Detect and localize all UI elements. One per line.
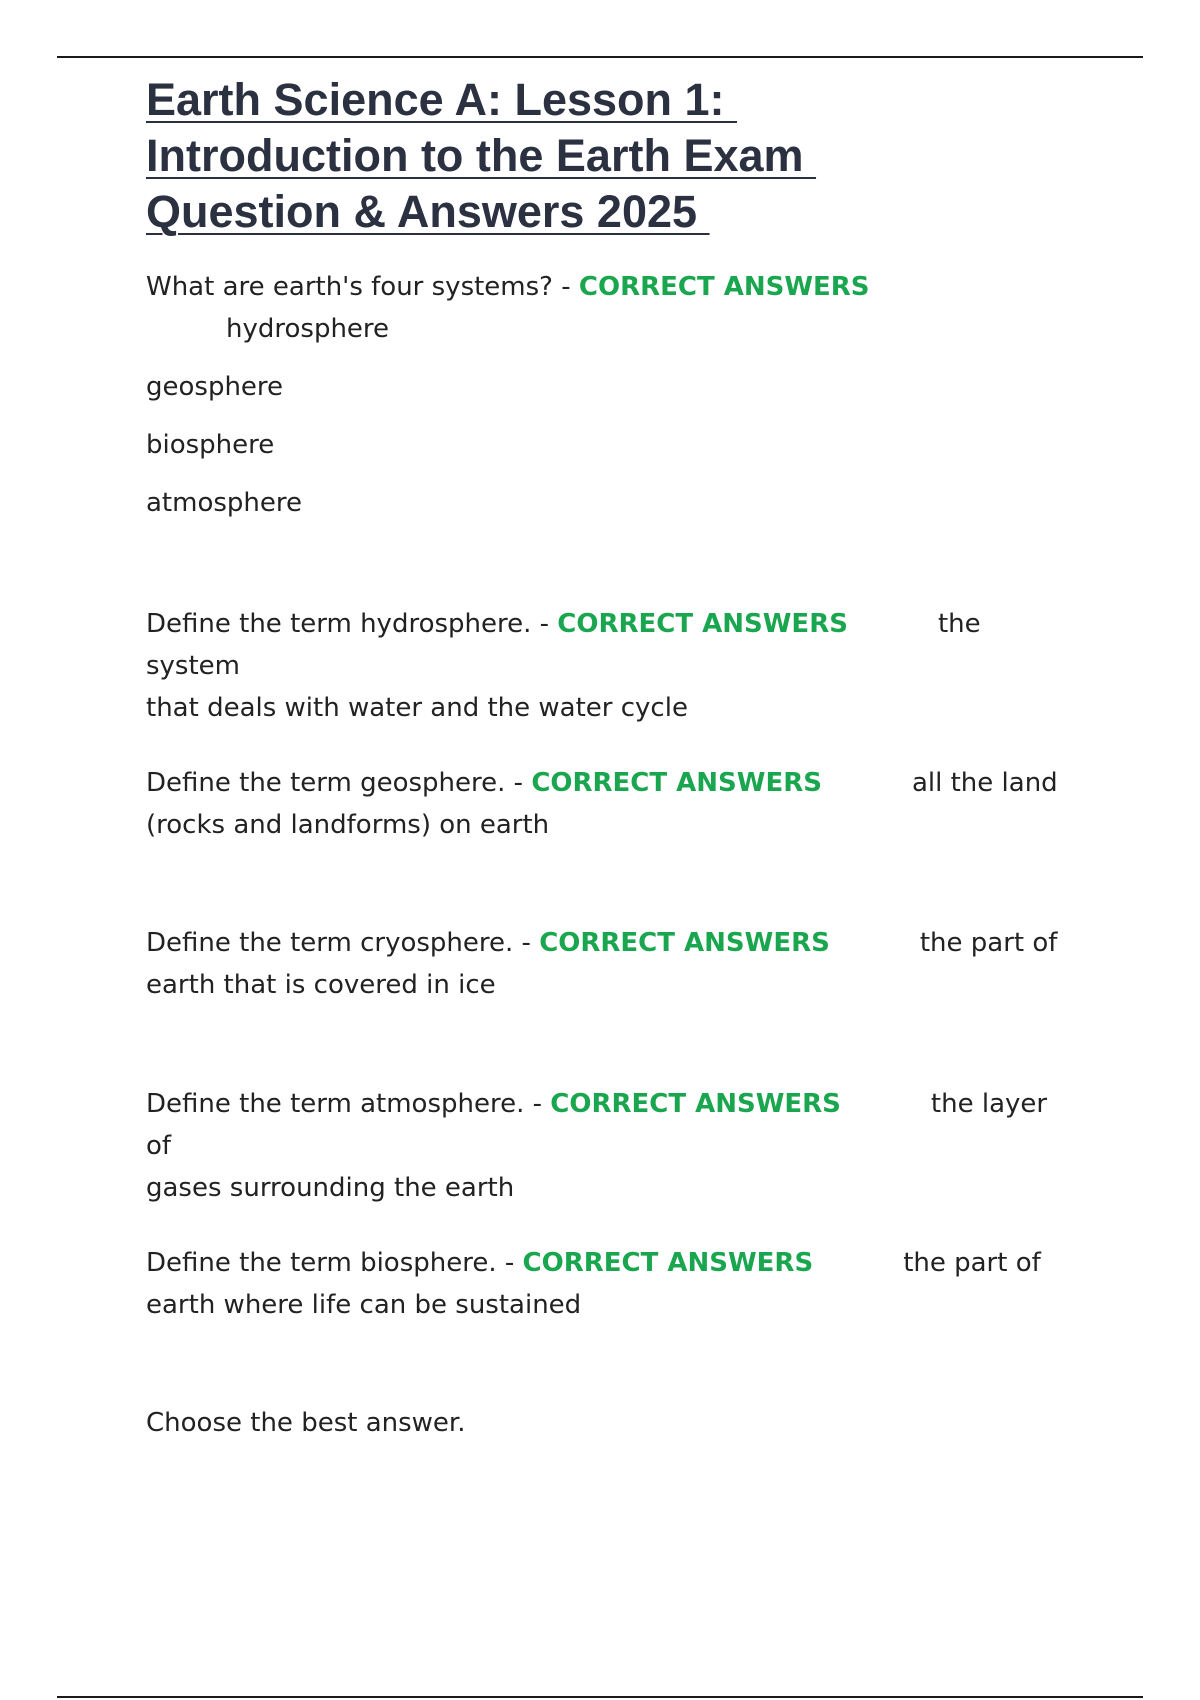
answer-6-end: earth where life can be sustained [146, 1290, 582, 1320]
correct-answers-label: CORRECT ANSWERS [550, 1089, 841, 1119]
answer-1-item: geosphere [146, 372, 284, 402]
question-2-text: Define the term hydrosphere. - [146, 609, 558, 639]
correct-answers-label: CORRECT ANSWERS [531, 768, 822, 798]
answer-1-item: atmosphere [146, 488, 302, 518]
answer-4-start: the part of [919, 928, 1058, 958]
answer-3-end: (rocks and landforms) on earth [146, 810, 550, 840]
top-rule [57, 56, 1143, 58]
question-3-text: Define the term geosphere. - [146, 768, 532, 798]
question-2 [146, 603, 1066, 729]
answer-2-start: the system [146, 609, 981, 681]
title-line-2: Introduction to the Earth Exam [146, 130, 817, 181]
correct-answers-label: CORRECT ANSWERS [578, 272, 870, 302]
answer-1-item: biosphere [146, 430, 275, 460]
question-7-text: Choose the best answer. [146, 1408, 466, 1438]
answer-5-end: gases surrounding the earth [146, 1173, 515, 1203]
question-4 [146, 922, 1066, 1006]
answer-6-start: the part of [903, 1248, 1041, 1278]
answer-5-start: the layer of [146, 1089, 1048, 1161]
bottom-rule [57, 1696, 1143, 1698]
answer-1-item: hydrosphere [226, 314, 390, 344]
question-5-text: Define the term atmosphere. - [146, 1089, 551, 1119]
correct-answers-label: CORRECT ANSWERS [557, 609, 848, 639]
answer-4-end: earth that is covered in ice [146, 970, 496, 1000]
question-5 [146, 1083, 1066, 1209]
title-line-3: Question & Answers 2025 [146, 186, 710, 237]
question-6 [146, 1242, 1066, 1326]
question-7 [146, 1402, 1066, 1444]
answer-2-end: that deals with water and the water cycle [146, 693, 688, 723]
answer-3-start: all the land [911, 768, 1058, 798]
question-4-text: Define the term cryosphere. - [146, 928, 540, 958]
correct-answers-label: CORRECT ANSWERS [539, 928, 830, 958]
document-title [146, 72, 906, 240]
question-1-text: What are earth's four systems? - [146, 272, 579, 302]
question-3 [146, 762, 1066, 846]
question-6-text: Define the term biosphere. - [146, 1248, 523, 1278]
title-line-1: Earth Science A: Lesson 1: [146, 74, 738, 125]
question-1 [146, 266, 1066, 350]
correct-answers-label: CORRECT ANSWERS [522, 1248, 814, 1278]
